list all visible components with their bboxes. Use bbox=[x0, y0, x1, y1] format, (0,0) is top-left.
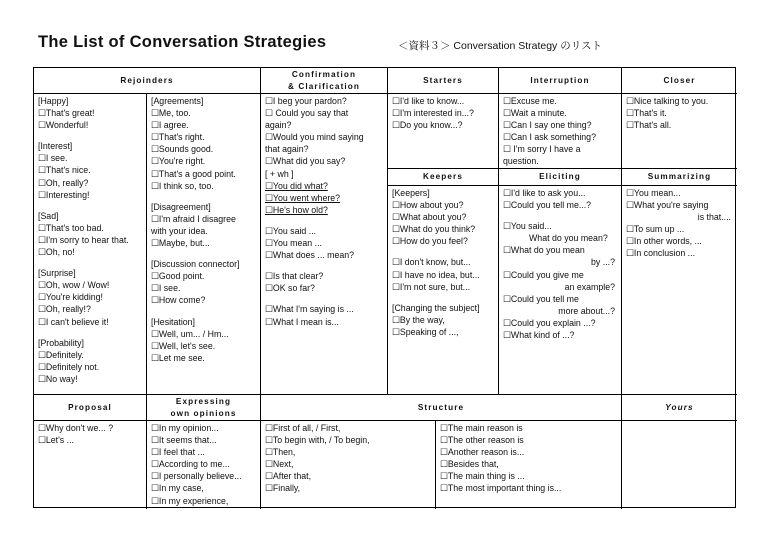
spacer bbox=[38, 131, 146, 140]
strategy-item[interactable]: ☐To sum up ... bbox=[626, 224, 685, 235]
strategy-item[interactable]: ☐Can I ask something? bbox=[503, 132, 596, 143]
strategy-item[interactable]: ☐You're right. bbox=[151, 156, 206, 167]
header-structure-label: Structure bbox=[417, 402, 465, 412]
strategy-item[interactable]: ☐I agree. bbox=[151, 120, 189, 131]
strategy-item[interactable]: ☐Maybe, but... bbox=[151, 238, 210, 249]
header-keepers bbox=[388, 169, 499, 186]
strategy-item[interactable]: ☐That's it. bbox=[626, 108, 667, 119]
rejoinders-col-2 bbox=[147, 94, 261, 395]
header-closer-label: Closer bbox=[663, 75, 696, 85]
category-label: [Agreements] bbox=[151, 96, 204, 106]
strategy-item-continued: again? bbox=[265, 120, 292, 131]
strategy-item[interactable]: ☐Finally, bbox=[265, 483, 301, 494]
strategy-item-continued: that again? bbox=[265, 144, 309, 155]
strategy-item[interactable]: ☐The other reason is bbox=[440, 435, 524, 446]
keepers-list bbox=[388, 186, 498, 338]
strategy-item-continued: more about...? bbox=[558, 305, 615, 316]
strategy-item[interactable]: ☐Would you mind saying bbox=[265, 132, 364, 143]
strategy-item[interactable]: ☐I'm sorry to hear that. bbox=[38, 234, 129, 245]
strategy-item[interactable]: ☐Why don't we... ? bbox=[38, 423, 114, 433]
strategy-item[interactable]: ☐I can't believe it! bbox=[38, 316, 109, 327]
strategy-item[interactable]: ☐Could you tell me bbox=[503, 293, 579, 304]
spacer bbox=[265, 216, 387, 225]
strategy-item[interactable]: ☐Definitely. bbox=[38, 349, 84, 360]
spacer bbox=[151, 249, 260, 258]
strategy-item[interactable]: ☐How come? bbox=[151, 295, 206, 306]
structure-col-left bbox=[261, 421, 436, 509]
strategy-item[interactable]: ☐What I mean is... bbox=[265, 316, 339, 327]
strategy-item[interactable]: ☐Oh, wow / Wow! bbox=[38, 280, 110, 291]
strategy-item[interactable]: ☐That's great! bbox=[38, 108, 95, 119]
header-rejoinders bbox=[34, 68, 261, 94]
interruption-list bbox=[499, 94, 621, 168]
header-starters-label: Starters bbox=[423, 75, 463, 85]
strategy-table bbox=[33, 67, 736, 508]
header-proposal-label: Proposal bbox=[68, 402, 112, 412]
strategy-item[interactable]: ☐You went where? bbox=[265, 192, 341, 203]
structure-list-right bbox=[436, 421, 621, 495]
structure-list-left bbox=[261, 421, 435, 495]
category-label: [Sad] bbox=[38, 210, 59, 221]
spacer bbox=[392, 293, 498, 302]
page-subtitle: ＜資料３＞ Conversation Strategy のリスト bbox=[398, 40, 603, 52]
strategy-item[interactable]: ☐In my case, bbox=[151, 483, 204, 494]
strategy-item[interactable]: ☐I think so, too. bbox=[151, 180, 214, 191]
category-label: [Keepers] bbox=[392, 188, 430, 198]
strategy-item[interactable]: ☐Let's ... bbox=[38, 435, 74, 446]
strategy-item[interactable]: ☐No way! bbox=[38, 373, 78, 384]
header-opinions-label-2: own opinions bbox=[170, 408, 237, 418]
starters-col bbox=[388, 94, 499, 169]
strategy-item[interactable]: ☐Let me see. bbox=[151, 352, 205, 363]
strategy-item[interactable]: ☐I'm afraid I disagree bbox=[151, 213, 236, 224]
strategy-item[interactable]: ☐Well, um... / Hm... bbox=[151, 328, 229, 339]
strategy-item[interactable]: ☐Could you explain ...? bbox=[503, 317, 596, 328]
spacer bbox=[151, 192, 260, 201]
header-closer bbox=[622, 68, 737, 94]
strategy-item[interactable]: ☐What I'm saying is ... bbox=[265, 304, 354, 315]
eliciting-col bbox=[499, 186, 622, 395]
strategy-item[interactable]: ☐Is that clear? bbox=[265, 271, 324, 282]
confirmation-col bbox=[261, 94, 388, 395]
strategy-item[interactable]: ☐You said... bbox=[503, 221, 552, 232]
strategy-item-continued: an example? bbox=[564, 281, 615, 292]
spacer bbox=[503, 211, 621, 220]
header-structure bbox=[261, 395, 622, 421]
header-yours-label: Yours bbox=[665, 402, 694, 412]
strategy-item[interactable]: ☐In other words, ... bbox=[626, 236, 702, 247]
strategy-item[interactable]: ☐Speaking of ..., bbox=[392, 326, 459, 337]
category-label: [Disagreement] bbox=[151, 201, 211, 212]
category-label: [Probability] bbox=[38, 337, 84, 348]
spacer bbox=[151, 307, 260, 316]
strategy-item[interactable]: ☐What did you say? bbox=[265, 156, 346, 167]
header-interruption-label: Interruption bbox=[530, 75, 590, 85]
strategy-item[interactable]: ☐Then, bbox=[265, 447, 296, 458]
strategy-item-continued: by ...? bbox=[591, 257, 615, 268]
strategy-item[interactable]: ☐That's nice. bbox=[38, 165, 91, 176]
strategy-item[interactable]: ☐In my opinion... bbox=[151, 423, 219, 433]
strategy-item[interactable]: ☐How do you feel? bbox=[392, 236, 468, 247]
strategy-item[interactable]: ☐Could you tell me...? bbox=[503, 200, 592, 211]
strategy-item[interactable]: ☐Sounds good. bbox=[151, 144, 214, 155]
category-label: [Happy] bbox=[38, 96, 69, 106]
strategy-item[interactable]: ☐That's a good point. bbox=[151, 168, 236, 179]
keepers-col bbox=[388, 186, 499, 395]
strategy-item[interactable]: ☐I'm interested in...? bbox=[392, 108, 474, 119]
strategy-item[interactable]: ☐What about you? bbox=[392, 212, 467, 223]
rejoinders-col-1 bbox=[34, 94, 147, 395]
strategy-item[interactable]: ☐ I'm sorry I have a bbox=[503, 144, 581, 155]
strategy-item[interactable]: ☐In my experience, bbox=[151, 495, 229, 506]
strategy-item[interactable]: ☐Next, bbox=[265, 459, 294, 470]
header-eliciting bbox=[499, 169, 622, 186]
category-label: [Interest] bbox=[38, 141, 73, 152]
strategy-item[interactable]: ☐The main thing is ... bbox=[440, 471, 525, 482]
strategy-item[interactable]: ☐I personally believe... bbox=[151, 471, 242, 482]
spacer bbox=[38, 328, 146, 337]
strategy-item[interactable]: ☐I beg your pardon? bbox=[265, 96, 347, 106]
strategy-item[interactable]: ☐Good point. bbox=[151, 271, 205, 282]
strategy-item[interactable]: ☐Me, too. bbox=[151, 108, 191, 119]
summarizing-col bbox=[622, 186, 737, 395]
rejoinders-list-1 bbox=[34, 94, 146, 385]
strategy-item[interactable]: ☐It seems that... bbox=[151, 435, 217, 446]
header-keepers-label: Keepers bbox=[422, 172, 463, 181]
header-rejoinders-label: Rejoinders bbox=[120, 75, 174, 85]
strategy-item[interactable]: ☐By the way, bbox=[392, 314, 445, 325]
strategy-item[interactable]: ☐What do you think? bbox=[392, 224, 476, 235]
strategy-item[interactable]: ☐The most important thing is... bbox=[440, 483, 562, 494]
spacer bbox=[265, 261, 387, 270]
strategy-item[interactable]: ☐I don't know, but... bbox=[392, 257, 471, 268]
strategy-item[interactable]: ☐What you're saying bbox=[626, 200, 709, 211]
strategy-item[interactable]: ☐I feel that ... bbox=[151, 447, 205, 458]
header-proposal bbox=[34, 395, 147, 421]
header-interruption bbox=[499, 68, 622, 94]
category-label: [Surprise] bbox=[38, 268, 76, 279]
header-opinions bbox=[147, 395, 261, 421]
spacer bbox=[392, 247, 498, 256]
summarizing-list bbox=[622, 186, 737, 260]
strategy-item[interactable]: ☐What kind of ...? bbox=[503, 330, 575, 341]
header-yours bbox=[622, 395, 737, 421]
strategy-item[interactable]: ☐You're kidding! bbox=[38, 292, 103, 303]
category-label: [Changing the subject] bbox=[392, 302, 480, 313]
page-title: The List of Conversation Strategies bbox=[38, 33, 327, 51]
closer-col bbox=[622, 94, 737, 169]
strategy-item[interactable]: ☐Definitely not. bbox=[38, 361, 100, 372]
strategy-item[interactable]: ☐You said ... bbox=[265, 225, 317, 236]
strategy-item[interactable]: ☐Oh, really!? bbox=[38, 304, 91, 315]
spacer bbox=[38, 201, 146, 210]
strategy-item[interactable]: ☐Could you give me bbox=[503, 269, 584, 280]
header-confirmation-label-1: Confirmation bbox=[291, 69, 357, 79]
strategy-item[interactable]: ☐Oh, no! bbox=[38, 247, 75, 258]
strategy-item-continued: is that.... bbox=[697, 212, 731, 223]
strategy-item[interactable]: ☐That's too bad. bbox=[38, 222, 104, 233]
strategy-item[interactable]: ☐First of all, / First, bbox=[265, 423, 341, 433]
strategy-item[interactable]: ☐According to me... bbox=[151, 459, 230, 470]
proposal-col bbox=[34, 421, 147, 509]
strategy-item[interactable]: ☐To begin with, / To begin, bbox=[265, 435, 370, 446]
strategy-item[interactable]: ☐I'm not sure, but... bbox=[392, 281, 471, 292]
category-label: [Hesitation] bbox=[151, 316, 196, 327]
header-eliciting-label: Eliciting bbox=[539, 172, 581, 181]
strategy-item[interactable]: ☐I see. bbox=[38, 153, 68, 164]
header-confirmation-label-2: & Clarification bbox=[287, 81, 360, 91]
strategy-item[interactable]: ☐You did what? bbox=[265, 180, 328, 191]
strategy-item[interactable]: ☐After that, bbox=[265, 471, 312, 482]
strategy-item[interactable]: ☐You mean ... bbox=[265, 238, 322, 249]
strategy-item[interactable]: ☐The main reason is bbox=[440, 423, 523, 433]
confirmation-list bbox=[261, 94, 387, 328]
strategy-item[interactable]: ☐Another reason is... bbox=[440, 447, 525, 458]
header-confirmation bbox=[261, 68, 388, 94]
strategy-item[interactable]: ☐Wait a minute. bbox=[503, 108, 567, 119]
strategy-item[interactable]: ☐Can I say one thing? bbox=[503, 120, 592, 131]
strategy-item-continued: question. bbox=[503, 156, 539, 167]
strategy-item[interactable]: ☐I'd like to know... bbox=[392, 96, 465, 106]
strategy-item[interactable]: ☐OK so far? bbox=[265, 283, 315, 294]
strategy-item[interactable]: ☐That's all. bbox=[626, 120, 672, 131]
strategy-item[interactable]: ☐Nice talking to you. bbox=[626, 96, 709, 106]
eliciting-list bbox=[499, 186, 621, 341]
strategy-item[interactable]: ☐I'd like to ask you... bbox=[503, 188, 586, 198]
header-summarizing bbox=[622, 169, 737, 186]
strategy-item[interactable]: ☐Wonderful! bbox=[38, 120, 89, 131]
strategy-item[interactable]: ☐In conclusion ... bbox=[626, 248, 696, 259]
interruption-col bbox=[499, 94, 622, 169]
header-opinions-label-1: Expressing bbox=[175, 396, 232, 406]
strategy-item[interactable]: ☐He's how old? bbox=[265, 204, 328, 215]
opinions-col bbox=[147, 421, 261, 509]
category-label: [ + wh ] bbox=[265, 168, 294, 179]
strategy-item[interactable]: ☐That's right. bbox=[151, 132, 205, 143]
starters-list bbox=[388, 94, 498, 131]
header-starters bbox=[388, 68, 499, 94]
strategy-item[interactable]: ☐Besides that, bbox=[440, 459, 499, 470]
spacer bbox=[265, 294, 387, 303]
rejoinders-list-2 bbox=[147, 94, 260, 364]
strategy-item[interactable]: ☐How about you? bbox=[392, 200, 464, 211]
strategy-item[interactable]: ☐Excuse me. bbox=[503, 96, 557, 106]
strategy-item[interactable]: ☐Interesting! bbox=[38, 189, 90, 200]
strategy-item[interactable]: ☐ Could you say that bbox=[265, 108, 349, 119]
header-summarizing-label: Summarizing bbox=[647, 172, 712, 181]
category-label: [Discussion connector] bbox=[151, 259, 240, 270]
strategy-item-continued: What do you mean? bbox=[529, 233, 608, 244]
spacer bbox=[38, 258, 146, 267]
strategy-item[interactable]: ☐I have no idea, but... bbox=[392, 269, 480, 280]
strategy-item[interactable]: ☐I see. bbox=[151, 283, 181, 294]
strategy-item[interactable]: ☐What does ... mean? bbox=[265, 250, 355, 261]
strategy-item[interactable]: ☐Do you know...? bbox=[392, 120, 463, 131]
proposal-list bbox=[34, 421, 146, 446]
strategy-item[interactable]: ☐You mean... bbox=[626, 188, 681, 198]
strategy-item-continued: with your idea. bbox=[151, 225, 208, 236]
opinions-list bbox=[147, 421, 260, 507]
strategy-item[interactable]: ☐What do you mean bbox=[503, 245, 585, 256]
closer-list bbox=[622, 94, 737, 131]
strategy-item[interactable]: ☐Oh, really? bbox=[38, 177, 89, 188]
yours-col[interactable] bbox=[622, 421, 737, 509]
strategy-item[interactable]: ☐Well, let's see. bbox=[151, 340, 216, 351]
structure-col-right bbox=[436, 421, 622, 509]
